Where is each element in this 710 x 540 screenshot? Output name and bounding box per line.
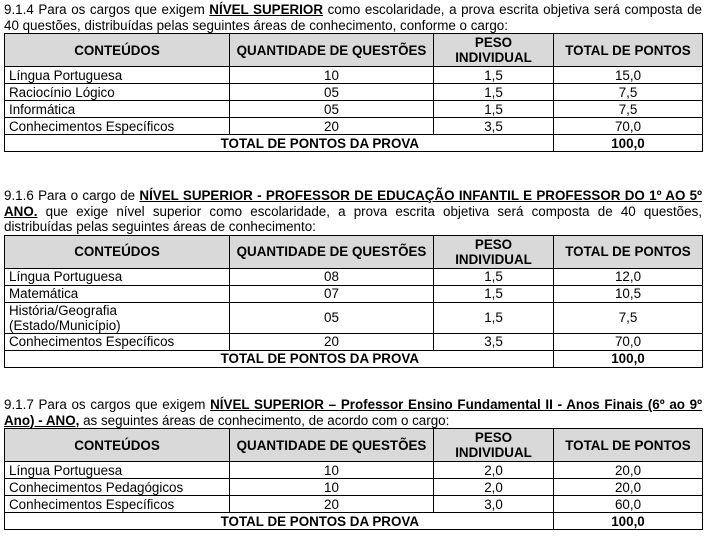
section-intro	[4, 2, 702, 33]
intro-text: 9.1.6 Para o cargo de	[4, 188, 140, 203]
total-label: TOTAL DE PONTOS DA PROVA	[5, 135, 554, 152]
table-row	[5, 496, 703, 513]
header-peso: PESO INDIVIDUAL	[434, 429, 554, 462]
intro-text: como escolaridade, a prova escrita objetiva será composta de 40 questões, distribuídas pelas seguintes áreas de conhecimento, conforme o cargo:	[4, 2, 702, 33]
header-peso: PESO INDIVIDUAL	[434, 34, 554, 67]
cell-peso: 1,5	[434, 84, 554, 101]
cell-qty: 20	[230, 118, 434, 135]
header-quantidade: QUANTIDADE DE QUESTÕES	[230, 429, 434, 462]
cell-name: Conhecimentos Específicos	[5, 496, 230, 513]
cell-total: 10,5	[554, 285, 703, 302]
table-row	[5, 333, 703, 350]
cell-name: História/Geografia (Estado/Município)	[5, 302, 230, 333]
table-row	[5, 462, 703, 479]
header-conteudos: CONTEÚDOS	[5, 235, 230, 268]
table-row	[5, 479, 703, 496]
section-intro	[4, 188, 702, 235]
intro-text: 9.1.4 Para os cargos que exigem	[4, 2, 210, 17]
cell-qty: 05	[230, 302, 434, 333]
cell-name: Conhecimentos Pedagógicos	[5, 479, 230, 496]
cell-qty: 05	[230, 84, 434, 101]
table-row	[5, 268, 703, 285]
total-row	[5, 513, 703, 530]
cell-total: 70,0	[554, 118, 703, 135]
cell-qty: 20	[230, 333, 434, 350]
header-total: TOTAL DE PONTOS	[554, 235, 703, 268]
table-header-row	[5, 34, 703, 67]
table-header-row	[5, 429, 703, 462]
section-9-1-6	[4, 188, 702, 368]
total-value: 100,0	[554, 135, 703, 152]
cell-total: 20,0	[554, 462, 703, 479]
cell-qty: 10	[230, 462, 434, 479]
cell-name: Conhecimentos Específicos	[5, 118, 230, 135]
cell-name: Língua Portuguesa	[5, 268, 230, 285]
total-value: 100,0	[554, 350, 703, 367]
intro-highlight: NÍVEL SUPERIOR – Professor Ensino Fundamental II - Anos Finais (6º ao 9º Ano) - ANO,	[4, 397, 702, 428]
table-row	[5, 285, 703, 302]
cell-qty: 07	[230, 285, 434, 302]
intro-highlight: NÍVEL SUPERIOR - PROFESSOR DE EDUCAÇÃO INFANTIL E PROFESSOR DO 1º AO 5º ANO.	[4, 188, 702, 219]
cell-qty: 05	[230, 101, 434, 118]
cell-total: 12,0	[554, 268, 703, 285]
cell-peso: 1,5	[434, 101, 554, 118]
cell-peso: 3,5	[434, 333, 554, 350]
cell-peso: 3,0	[434, 496, 554, 513]
header-quantidade: QUANTIDADE DE QUESTÕES	[230, 34, 434, 67]
intro-text: as seguintes áreas de conhecimento, de acordo com o cargo:	[79, 412, 450, 428]
table-header-row	[5, 235, 703, 268]
section-9-1-7	[4, 397, 702, 530]
total-value: 100,0	[554, 513, 703, 530]
cell-name: Matemática	[5, 285, 230, 302]
cell-name: Informática	[5, 101, 230, 118]
cell-qty: 10	[230, 479, 434, 496]
total-label: TOTAL DE PONTOS DA PROVA	[5, 513, 554, 530]
cell-name: Conhecimentos Específicos	[5, 333, 230, 350]
points-table	[4, 428, 703, 530]
table-row	[5, 302, 703, 333]
intro-highlight: NÍVEL SUPERIOR	[209, 2, 323, 17]
section-intro	[4, 397, 702, 428]
cell-peso: 3,5	[434, 118, 554, 135]
cell-total: 7,5	[554, 101, 703, 118]
header-conteudos: CONTEÚDOS	[5, 34, 230, 67]
header-total: TOTAL DE PONTOS	[554, 34, 703, 67]
cell-name: Língua Portuguesa	[5, 462, 230, 479]
table-row	[5, 67, 703, 84]
intro-text: que exige nível superior como escolaridade, a prova escrita objetiva será composta de 40 questões, distribuídas pelas seguintes áreas de conhecimento:	[4, 203, 702, 234]
header-conteudos: CONTEÚDOS	[5, 429, 230, 462]
total-row	[5, 135, 703, 152]
cell-total: 60,0	[554, 496, 703, 513]
table-row	[5, 101, 703, 118]
header-peso: PESO INDIVIDUAL	[434, 235, 554, 268]
intro-text: 9.1.7 Para os cargos que exigem	[4, 397, 211, 412]
cell-name: Língua Portuguesa	[5, 67, 230, 84]
header-total: TOTAL DE PONTOS	[554, 429, 703, 462]
cell-qty: 10	[230, 67, 434, 84]
header-quantidade: QUANTIDADE DE QUESTÕES	[230, 235, 434, 268]
cell-qty: 20	[230, 496, 434, 513]
cell-peso: 2,0	[434, 462, 554, 479]
points-table	[4, 235, 703, 368]
section-9-1-4	[4, 2, 702, 152]
cell-peso: 1,5	[434, 285, 554, 302]
cell-total: 20,0	[554, 479, 703, 496]
table-row	[5, 84, 703, 101]
total-label: TOTAL DE PONTOS DA PROVA	[5, 350, 554, 367]
points-table	[4, 33, 703, 152]
table-row	[5, 118, 703, 135]
cell-total: 7,5	[554, 302, 703, 333]
cell-total: 7,5	[554, 84, 703, 101]
cell-total: 70,0	[554, 333, 703, 350]
cell-qty: 08	[230, 268, 434, 285]
cell-total: 15,0	[554, 67, 703, 84]
cell-peso: 2,0	[434, 479, 554, 496]
cell-peso: 1,5	[434, 302, 554, 333]
total-row	[5, 350, 703, 367]
cell-peso: 1,5	[434, 67, 554, 84]
cell-name: Raciocínio Lógico	[5, 84, 230, 101]
cell-peso: 1,5	[434, 268, 554, 285]
